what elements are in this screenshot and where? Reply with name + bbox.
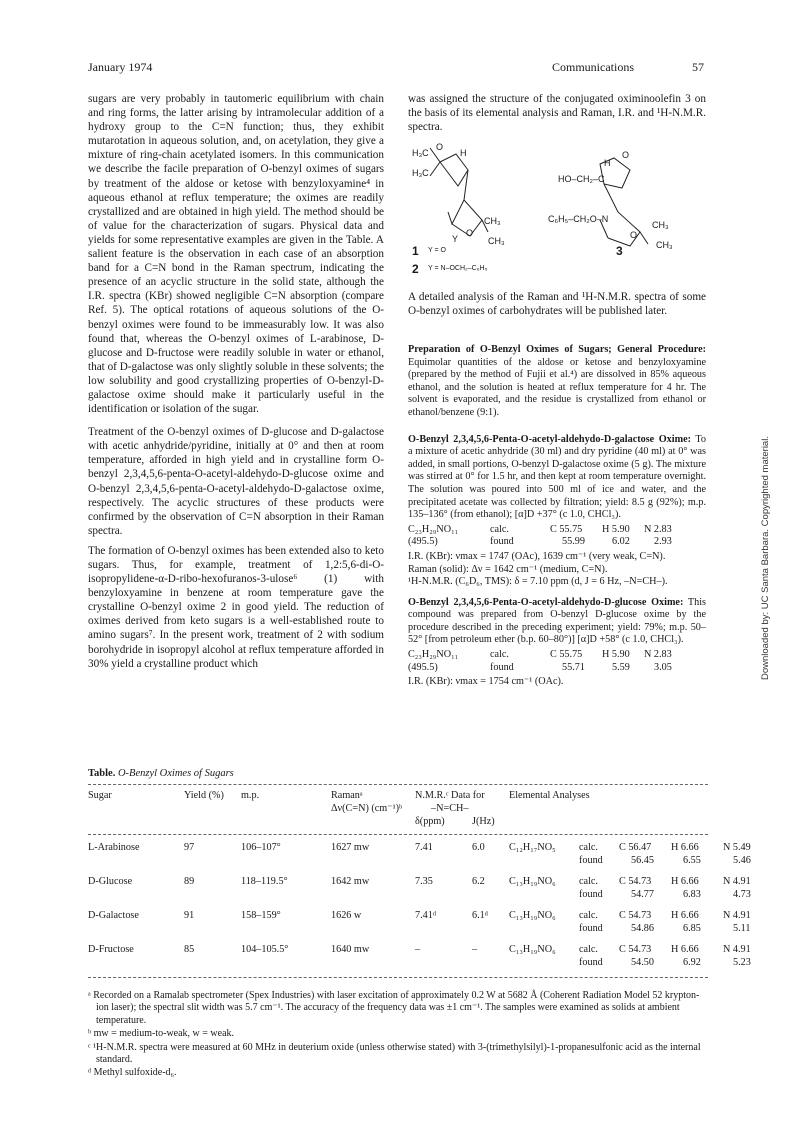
label-y: Y bbox=[452, 234, 459, 244]
footnote-c: ᶜ ¹H-N.M.R. spectra were measured at 60 MHz in deuterium oxide (unless otherwise stated) with 3-(trimethylsilyl)-1-propanesulfonic acid as the internal standard. bbox=[88, 1041, 701, 1066]
label-h: H bbox=[460, 148, 467, 158]
cell-raman: 1626 w bbox=[331, 910, 362, 921]
compound-2-legend: Y = N–OCH₂–C₆H₅ bbox=[428, 265, 488, 272]
left-column bbox=[88, 92, 384, 677]
header-raman-line2: Δν(C=N) (cm⁻¹)ᵇ bbox=[331, 803, 403, 814]
label-h2: H bbox=[604, 158, 611, 168]
cell-empty bbox=[241, 854, 331, 867]
cell-ppm: 7.35 bbox=[415, 876, 433, 887]
header-nmr-line1: N.M.R.ᶜ Data for bbox=[415, 790, 485, 801]
cell-raman: 1640 mw bbox=[331, 944, 370, 955]
cell-calc: calc. bbox=[579, 842, 598, 853]
cell-empty bbox=[331, 956, 415, 969]
compound-number-1: 1 bbox=[412, 244, 419, 258]
cell-empty bbox=[415, 854, 472, 867]
header-raman bbox=[331, 789, 415, 828]
cell-j: 6.0 bbox=[472, 842, 485, 853]
cell-sugar: L-Arabinose bbox=[88, 842, 140, 853]
page-number: 57 bbox=[692, 60, 704, 74]
download-notice-text: Downloaded by: UC Santa Barbara. Copyrighted material. bbox=[760, 436, 771, 680]
cell-empty bbox=[509, 854, 579, 867]
header-sugar: Sugar bbox=[88, 790, 112, 801]
sugar-oximes-table bbox=[88, 768, 751, 978]
cell-n1: N 5.49 bbox=[723, 842, 751, 853]
structure-drawing bbox=[408, 140, 706, 280]
cell-formula: C₁₃H₁₉NO₆ bbox=[509, 876, 556, 887]
cell-empty bbox=[241, 956, 331, 969]
cell-ppm: 7.41 bbox=[415, 842, 433, 853]
glucose-title: O-Benzyl 2,3,4,5,6-Penta-O-acetyl-aldehydo-D-glucose Oxime: bbox=[408, 596, 684, 608]
value: 5.59 bbox=[612, 661, 630, 673]
cell-empty bbox=[241, 922, 331, 935]
header-raman-line1: Ramanᵃ bbox=[331, 790, 363, 801]
compound-number-3: 3 bbox=[616, 244, 623, 258]
found-label: found bbox=[490, 661, 514, 673]
cell-empty bbox=[415, 888, 472, 901]
running-date: January 1974 bbox=[88, 60, 153, 74]
table-footnotes bbox=[88, 990, 706, 1081]
label-ho-ch2: HO–CH₂–C bbox=[558, 174, 605, 184]
cell-empty bbox=[184, 956, 241, 969]
galactose-analysis bbox=[408, 524, 706, 549]
right-column-text bbox=[408, 290, 706, 324]
label-o-b: O bbox=[466, 228, 474, 238]
found-label: found bbox=[490, 536, 514, 548]
cell-empty bbox=[88, 956, 184, 969]
galactose-ir: I.R. (KBr): νmax = 1747 (OAc), 1639 cm⁻¹ (very weak, C=N). bbox=[408, 550, 666, 562]
download-notice bbox=[760, 380, 774, 680]
cell-raman: 1642 mw bbox=[331, 876, 370, 887]
cell-yield: 89 bbox=[184, 876, 195, 887]
procedure-paragraph bbox=[408, 344, 706, 420]
label-ch3-a: CH₃ bbox=[484, 216, 501, 226]
paragraph: A detailed analysis of the Raman and ¹H-N.M.R. spectra of some O-benzyl oximes of carbohydrates will be published later. bbox=[408, 291, 706, 318]
header-jhz: J(Hz) bbox=[472, 816, 495, 827]
cell-empty bbox=[88, 854, 184, 867]
cell-empty bbox=[88, 888, 184, 901]
label-o-a: O bbox=[436, 142, 444, 152]
cell-yield: 85 bbox=[184, 944, 195, 955]
cell-c1: C 56.47 bbox=[619, 842, 652, 853]
value: H 5.90 bbox=[602, 523, 630, 535]
cell-empty bbox=[472, 956, 509, 969]
cell-n1: N 4.91 bbox=[723, 876, 751, 887]
header-ppm: δ(ppm) bbox=[415, 816, 445, 827]
cell-sugar: D-Glucose bbox=[88, 876, 133, 887]
mol-weight: (495.5) bbox=[408, 661, 438, 673]
cell-c2: 56.45 bbox=[631, 855, 654, 866]
cell-c2: 54.50 bbox=[631, 957, 654, 968]
cell-j: 6.2 bbox=[472, 876, 485, 887]
cell-empty bbox=[241, 888, 331, 901]
value: 55.71 bbox=[562, 661, 585, 673]
table-row bbox=[88, 841, 751, 867]
cell-empty bbox=[472, 888, 509, 901]
label-c6h5: C₆H₅–CH₂O–N bbox=[548, 214, 609, 224]
cell-yield: 91 bbox=[184, 910, 195, 921]
cell-c2: 54.77 bbox=[631, 889, 654, 900]
formula: C₂₃H₂₉NO₁₁ bbox=[408, 649, 459, 661]
galactose-text: To a mixture of acetic anhydride (30 ml) and dry pyridine (40 ml) at 0° was added, in small portions, O-benzyl D-galactose oxime (5 g). The mixture was stirred at 0° for 1.5 hr, and then kept at room temperature overnight. The solution was poured into 500 ml of ice and water, and the precipitated acetate was collected by filtration; yield: 8.5 g (92%); m.p. 135–136° (from ethanol); [α]D +37° (c 1.0, CHCl₃). bbox=[408, 433, 706, 521]
cell-mp: 106–107° bbox=[241, 842, 281, 853]
running-section: Communications bbox=[552, 60, 634, 74]
cell-n2: 5.46 bbox=[733, 855, 751, 866]
cell-empty bbox=[509, 888, 579, 901]
cell-mp: 118–119.5° bbox=[241, 876, 288, 887]
header-nmr-units bbox=[415, 815, 509, 828]
header-yield: Yield (%) bbox=[184, 790, 224, 801]
procedure-text: Equimolar quantities of the aldose or ketose and benzyloxyamine (prepared by the method of Fujii et al.⁴) are dissolved in 85% aqueous ethanol, and the solution is heated at reflux temperature for 4 hr. The solvent is evaporated, and the residue is crystallized from ethanol or ethanol/benzene (9:1). bbox=[408, 356, 706, 418]
cell-calc: calc. bbox=[579, 910, 598, 921]
compound-number-2: 2 bbox=[412, 262, 419, 276]
cell-h2: 6.83 bbox=[683, 889, 701, 900]
cell-empty bbox=[415, 956, 472, 969]
cell-mp: 104–105.5° bbox=[241, 944, 289, 955]
value: H 5.90 bbox=[602, 649, 630, 661]
cell-found: found bbox=[579, 923, 603, 934]
cell-empty bbox=[472, 922, 509, 935]
calc-label: calc. bbox=[490, 649, 509, 661]
right-column-intro bbox=[408, 92, 706, 140]
cell-formula: C₁₃H₁₉NO₆ bbox=[509, 910, 556, 921]
table-title bbox=[88, 768, 708, 779]
cell-j: 6.1ᵈ bbox=[472, 910, 488, 921]
table-row bbox=[88, 875, 751, 901]
cell-c1: C 54.73 bbox=[619, 910, 652, 921]
cell-h2: 6.92 bbox=[683, 957, 701, 968]
cell-h1: H 6.66 bbox=[671, 842, 699, 853]
cell-j: – bbox=[472, 944, 478, 955]
galactose-nmr: ¹H-N.M.R. (C₆D₆, TMS): δ = 7.10 ppm (d, J = 6 Hz, –N=CH–). bbox=[408, 576, 668, 588]
cell-empty bbox=[472, 854, 509, 867]
glucose-analysis bbox=[408, 649, 706, 674]
table-caption: O-Benzyl Oximes of Sugars bbox=[117, 768, 234, 779]
cell-h1: H 6.66 bbox=[671, 876, 699, 887]
cell-n2: 5.11 bbox=[733, 923, 751, 934]
cell-h2: 6.85 bbox=[683, 923, 701, 934]
table-rule-bottom bbox=[88, 977, 708, 978]
cell-sugar: D-Galactose bbox=[88, 910, 139, 921]
glucose-paragraph bbox=[408, 597, 706, 647]
experimental-section bbox=[408, 344, 706, 689]
cell-h1: H 6.66 bbox=[671, 944, 699, 955]
footnote-b: ᵇ mw = medium-to-weak, w = weak. bbox=[88, 1028, 235, 1040]
cell-h2: 6.55 bbox=[683, 855, 701, 866]
cell-empty bbox=[415, 922, 472, 935]
cell-found: found bbox=[579, 855, 603, 866]
footnote-a: ᵃ Recorded on a Ramalab spectrometer (Spex Industries) with laser excitation of approximately 0.2 W at 5682 Å (Coherent Radiation Model 52 krypton-ion laser); the spectral slit width was 5.7 cm⁻¹. The accuracy of the frequency data was ±1 cm⁻¹. The samples were examined as solids at ambient temperature. bbox=[88, 990, 700, 1026]
cell-empty bbox=[331, 854, 415, 867]
cell-formula: C₁₂H₁₇NO₅ bbox=[509, 842, 556, 853]
cell-empty bbox=[509, 956, 579, 969]
chemical-structures bbox=[408, 140, 706, 280]
glucose-ir: I.R. (KBr): νmax = 1754 cm⁻¹ (OAc). bbox=[408, 676, 564, 688]
table-label: Table. bbox=[88, 768, 116, 779]
label-ch3-d: CH₃ bbox=[656, 240, 673, 250]
calc-label: calc. bbox=[490, 523, 509, 535]
cell-raman: 1627 mw bbox=[331, 842, 370, 853]
value: 55.99 bbox=[562, 536, 585, 548]
cell-ppm: – bbox=[415, 944, 421, 955]
cell-formula: C₁₃H₁₉NO₆ bbox=[509, 944, 556, 955]
cell-n2: 5.23 bbox=[733, 957, 751, 968]
table-row bbox=[88, 943, 751, 969]
cell-empty bbox=[88, 922, 184, 935]
cell-n1: N 4.91 bbox=[723, 944, 751, 955]
label-h3c-a: H₃C bbox=[412, 148, 429, 158]
header-nmr-line2: –N=CH– bbox=[431, 803, 469, 814]
galactose-paragraph bbox=[408, 434, 706, 522]
header-mp: m.p. bbox=[241, 790, 260, 801]
header-nmr bbox=[415, 789, 509, 828]
value: 3.05 bbox=[654, 661, 672, 673]
cell-calc: calc. bbox=[579, 944, 598, 955]
glucose-text: This compound was prepared from O-benzyl D-glucose oxime by the procedure described in the preceding experiment; yield: 79%; m.p. 50–52° [from petroleum ether (b.p. 60–80°)] [α]D +58° (c 1.0, CHCl₃). bbox=[408, 596, 706, 646]
label-ch3-b: CH₃ bbox=[488, 236, 505, 246]
paragraph: was assigned the structure of the conjugated oximinoolefin 3 on the basis of its elemental analysis and Raman, I.R. and ¹H-N.M.R. spectra. bbox=[408, 93, 706, 134]
label-o-c: O bbox=[622, 150, 630, 160]
compound-1-legend: Y = O bbox=[428, 247, 446, 254]
galactose-raman: Raman (solid): Δν = 1642 cm⁻¹ (medium, C=N). bbox=[408, 563, 608, 575]
cell-found: found bbox=[579, 957, 603, 968]
paragraph: Treatment of the O-benzyl oximes of D-glucose and D-galactose with acetic anhydride/pyridine, initially at 0° and then at room temperature, afforded in high yield and in crystalline form O-benzyl 2,3,4,5,6-penta-O-acetyl-aldehydo-D-glucose oxime and O-benzyl 2,3,4,5,6-penta-O-acetyl-aldehydo-D-galactose oxime, respectively. The acyclic structures of these products were confirmed by the observation of C=N absorption in their Raman spectra. bbox=[88, 426, 384, 537]
mol-weight: (495.5) bbox=[408, 536, 438, 548]
cell-found: found bbox=[579, 889, 603, 900]
formula: C₂₃H₂₉NO₁₁ bbox=[408, 523, 459, 535]
cell-ppm: 7.41ᵈ bbox=[415, 910, 436, 921]
cell-h1: H 6.66 bbox=[671, 910, 699, 921]
value: C 55.75 bbox=[550, 649, 583, 661]
galactose-title: O-Benzyl 2,3,4,5,6-Penta-O-acetyl-aldehydo-D-galactose Oxime: bbox=[408, 433, 691, 445]
cell-n2: 4.73 bbox=[733, 889, 751, 900]
cell-empty bbox=[331, 922, 415, 935]
cell-calc: calc. bbox=[579, 876, 598, 887]
value: C 55.75 bbox=[550, 523, 583, 535]
cell-sugar: D-Fructose bbox=[88, 944, 134, 955]
header-elemental: Elemental Analyses bbox=[509, 790, 590, 801]
value: N 2.83 bbox=[644, 523, 672, 535]
cell-yield: 97 bbox=[184, 842, 195, 853]
cell-n1: N 4.91 bbox=[723, 910, 751, 921]
footnote-d: ᵈ Methyl sulfoxide-d₆. bbox=[88, 1067, 177, 1079]
cell-c2: 54.86 bbox=[631, 923, 654, 934]
value: 6.02 bbox=[612, 536, 630, 548]
table-row bbox=[88, 909, 751, 935]
paragraph: sugars are very probably in tautomeric equilibrium with chain and ring forms, the latter arising by intramolecular addition of a hydroxy group to the C=N function; thus, they exhibit mutarotation in aqueous solution, and, on acetylation, they give a mixture of ring-chain acetylated isomers. In this communication we describe the facile preparation of O-benzyl oximes of sugars by treatment of the aldose or ketose with benzyloxyamine⁴ in aqueous ethanol at reflux temperature; the oximes are readily crystallized and are obtained in high yield. The method should be of value for the characterization of sugars. Physical data and yields for some representative examples are given in the Table. A salient feature is the observation in each case of an absorption band for a C=N bond in the Raman spectrum, indicating the presence of an acyclic structure in the solid state, although the I.R. spectra (KBr) showed negligible C=N absorption (compare Ref. 5). The optical rotations of aqueous solutions of the O-benzyl oximes were found to be immeasurably low. It was also found that, whereas the O-benzyl oximes of L-arabinose, D-glucose and D-fructose were readily soluble in water or ethanol, that of D-galactose was only slightly soluble in these solvents; the low solubility and good crystallizing properties of O-benzyl-D-galactose oxime should make it particularly useful in the identification or isolation of the sugar. bbox=[88, 93, 384, 416]
value: N 2.83 bbox=[644, 649, 672, 661]
table-body bbox=[88, 835, 751, 969]
paragraph: The formation of O-benzyl oximes has been extended also to keto sugars. Thus, for example, treatment of 1,2:5,6-di-O-isopropylidene-α-D-ribo-hexofuranos-3-ulose⁶ (1) with benzyloxyamine in benzene at room temperature gave the crystalline O-benzyl oxime 2 in good yield. The reduction of oximes derived from keto sugars is a well-established route to amino sugars⁷. In the present work, treatment of 2 with sodium borohydride in isopropyl alcohol at reflux temperature afforded in 30% yield a crystalline product which bbox=[88, 544, 384, 670]
label-h3c-b: H₃C bbox=[412, 168, 429, 178]
value: 2.93 bbox=[654, 536, 672, 548]
procedure-title: Preparation of O-Benzyl Oximes of Sugars; General Procedure: bbox=[408, 344, 706, 355]
cell-mp: 158–159° bbox=[241, 910, 281, 921]
table-header bbox=[88, 785, 708, 834]
cell-empty bbox=[184, 854, 241, 867]
cell-c1: C 54.73 bbox=[619, 876, 652, 887]
cell-empty bbox=[509, 922, 579, 935]
cell-empty bbox=[331, 888, 415, 901]
cell-empty bbox=[184, 922, 241, 935]
cell-c1: C 54.73 bbox=[619, 944, 652, 955]
label-ch3-c: CH₃ bbox=[652, 220, 669, 230]
label-o-d: O bbox=[630, 230, 638, 240]
cell-empty bbox=[184, 888, 241, 901]
